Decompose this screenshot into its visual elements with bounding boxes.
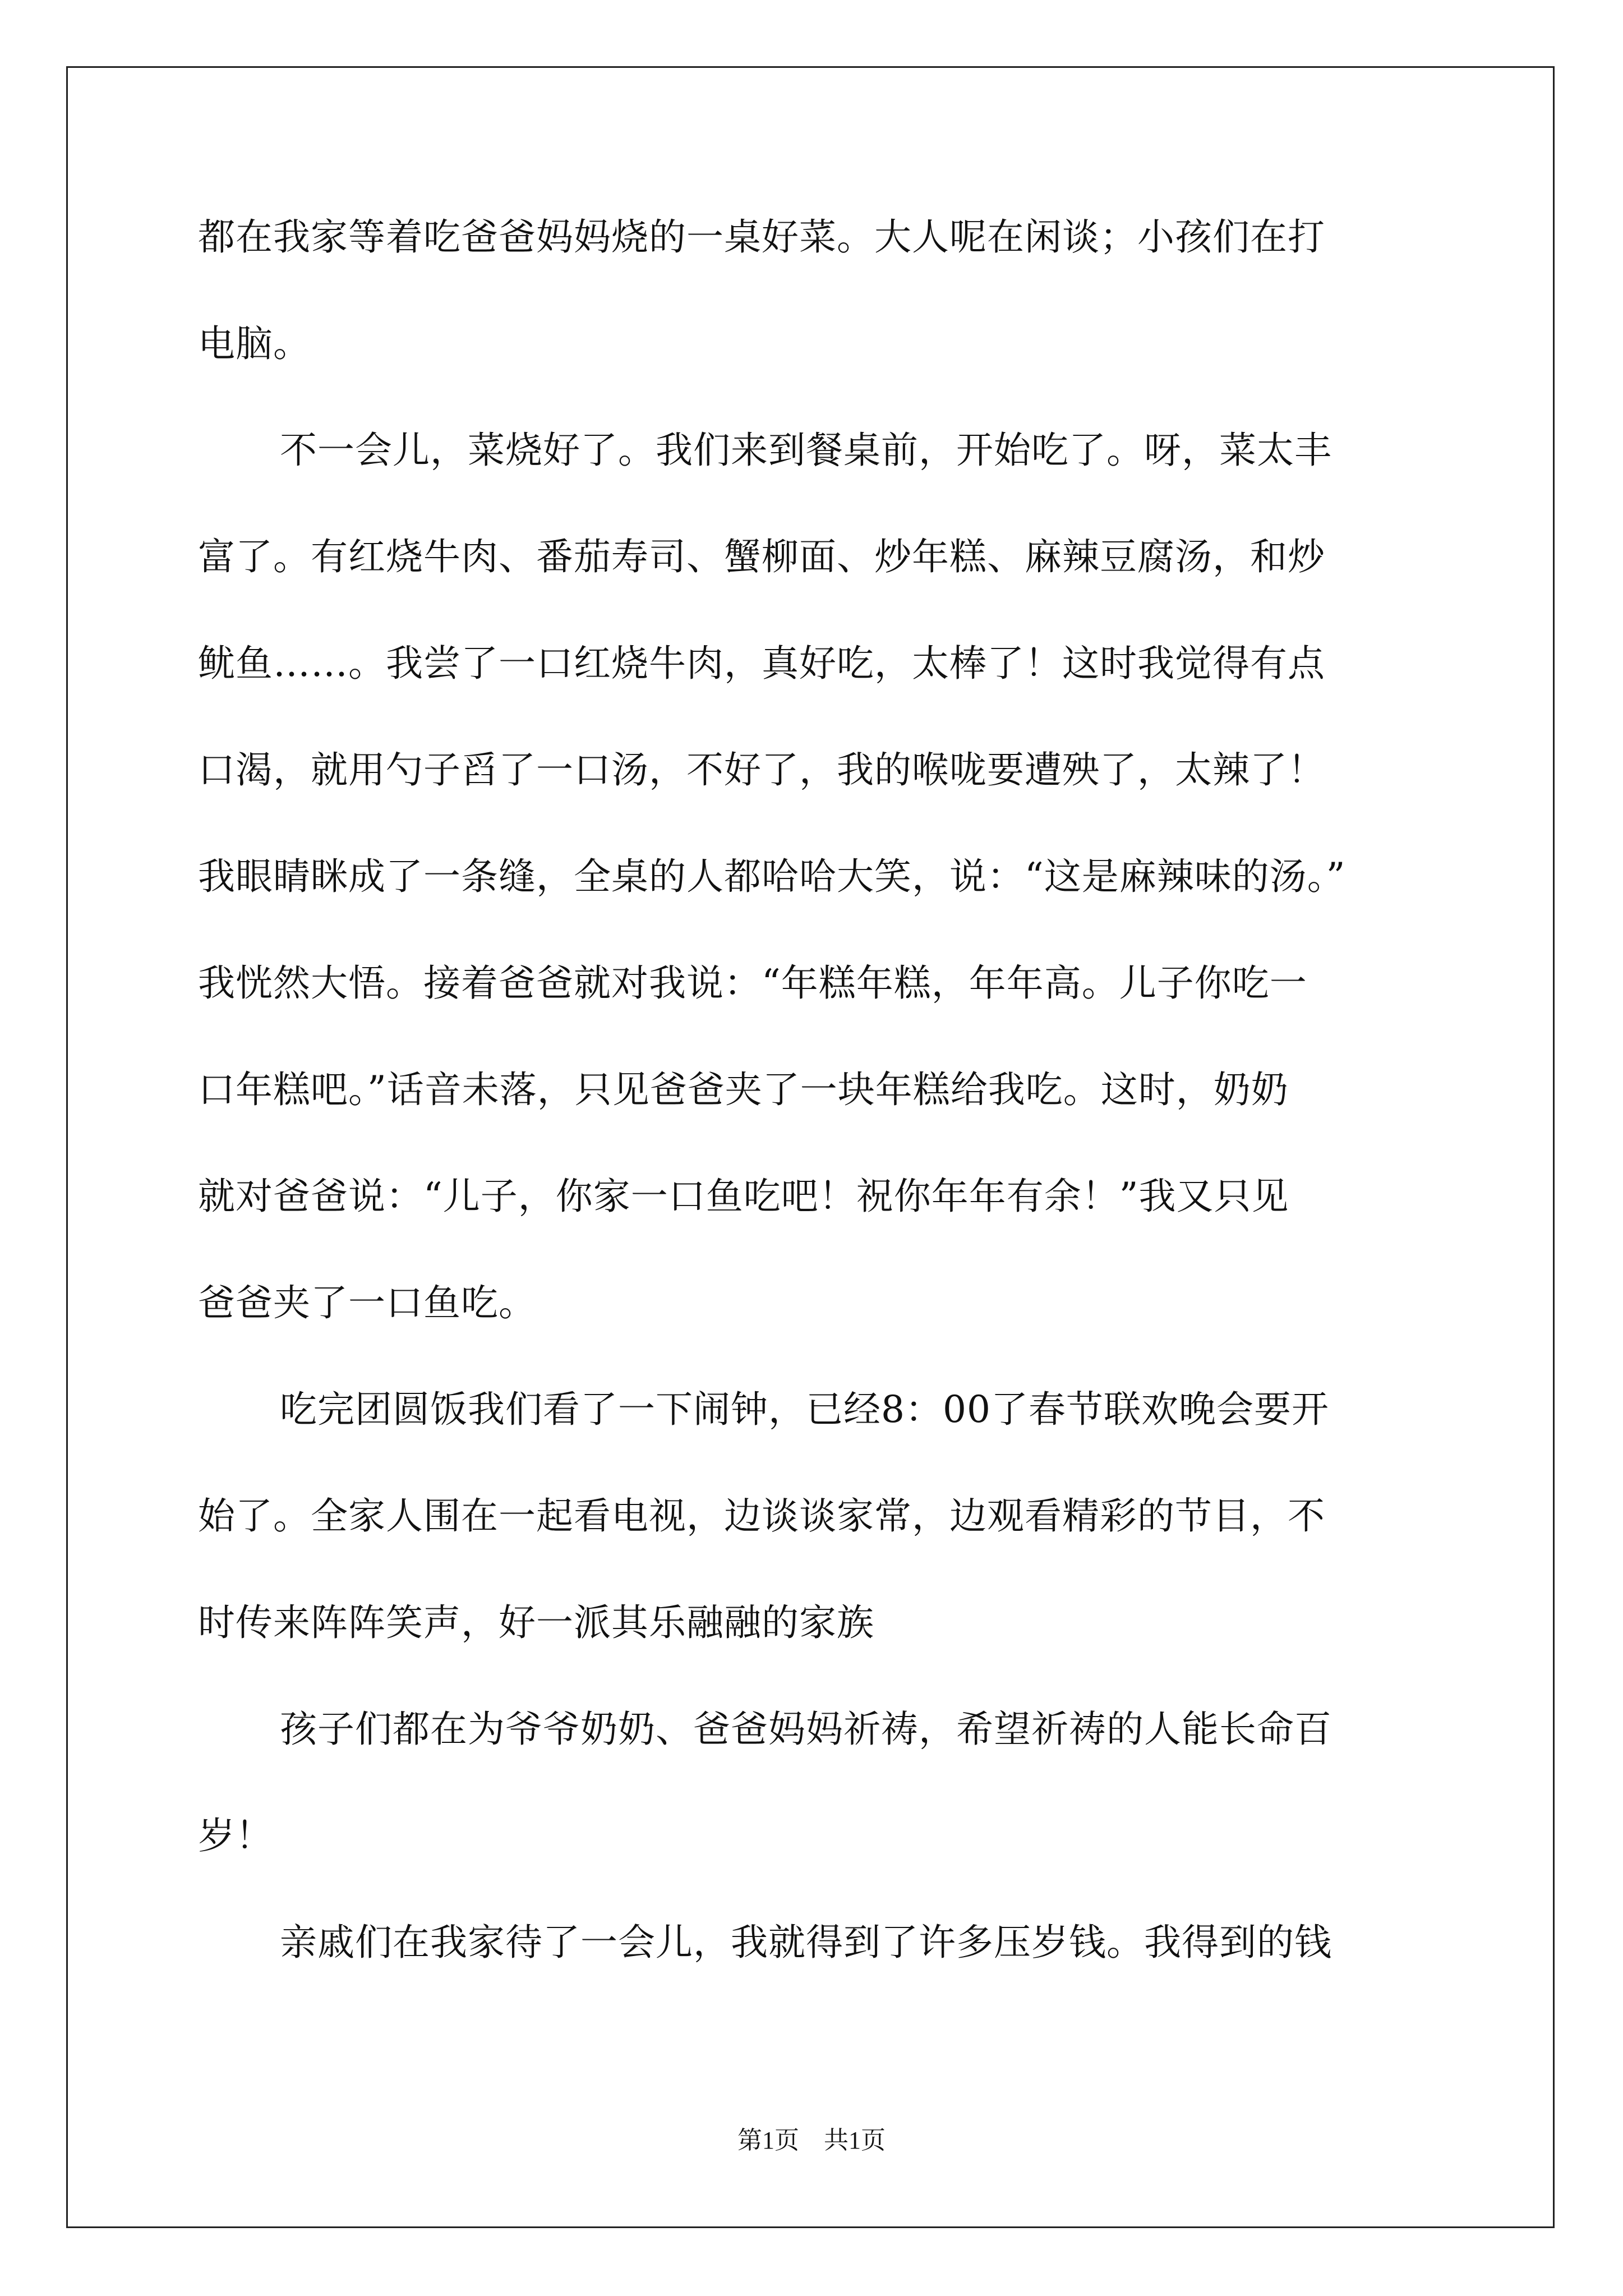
paragraph-start-line: 亲戚们在我家待了一会儿，我就得到了许多压岁钱。我得到的钱 xyxy=(280,1921,1332,1964)
text-line: 我恍然大悟。接着爸爸就对我说：“年糕年糕，年年高。儿子你吃一 xyxy=(198,961,1307,1005)
paragraph-start-line: 吃完团圆饭我们看了一下闹钟，已经8：00了春节联欢晚会要开 xyxy=(280,1388,1329,1431)
text-line: 始了。全家人围在一起看电视，边谈谈家常，边观看精彩的节目，不 xyxy=(198,1494,1325,1538)
text-line: 口渴，就用勺子舀了一口汤，不好了，我的喉咙要遭殃了，太辣了！ xyxy=(198,748,1325,792)
text-line: 时传来阵阵笑声，好一派其乐融融的家族 xyxy=(198,1601,874,1644)
text-line: 都在我家等着吃爸爸妈妈烧的一桌好菜。大人呢在闲谈；小孩们在打 xyxy=(198,215,1325,259)
text-line: 鱿鱼……。我尝了一口红烧牛肉，真好吃，太棒了！这时我觉得有点 xyxy=(198,642,1325,685)
text-line: 口年糕吧。”话音未落，只见爸爸夹了一块年糕给我吃。这时，奶奶 xyxy=(198,1068,1289,1111)
text-line: 富了。有红烧牛肉、番茄寿司、蟹柳面、炒年糕、麻辣豆腐汤，和炒 xyxy=(198,535,1325,578)
paragraph-start-line: 不一会儿，菜烧好了。我们来到餐桌前，开始吃了。呀，菜太丰 xyxy=(280,429,1332,472)
text-line: 岁！ xyxy=(198,1814,273,1857)
text-line: 爸爸夹了一口鱼吃。 xyxy=(198,1281,536,1324)
text-line: 就对爸爸说：“儿子，你家一口鱼吃吧！祝你年年有余！”我又只见 xyxy=(198,1175,1289,1218)
text-line: 电脑。 xyxy=(198,322,311,365)
paragraph-start-line: 孩子们都在为爷爷奶奶、爸爸妈妈祈祷，希望祈祷的人能长命百 xyxy=(280,1708,1332,1751)
text-line: 我眼睛眯成了一条缝，全桌的人都哈哈大笑，说：“这是麻辣味的汤。” xyxy=(198,855,1346,898)
document-body xyxy=(198,215,1426,2031)
page-number-footer: 第1页 共1页 xyxy=(737,2127,886,2154)
